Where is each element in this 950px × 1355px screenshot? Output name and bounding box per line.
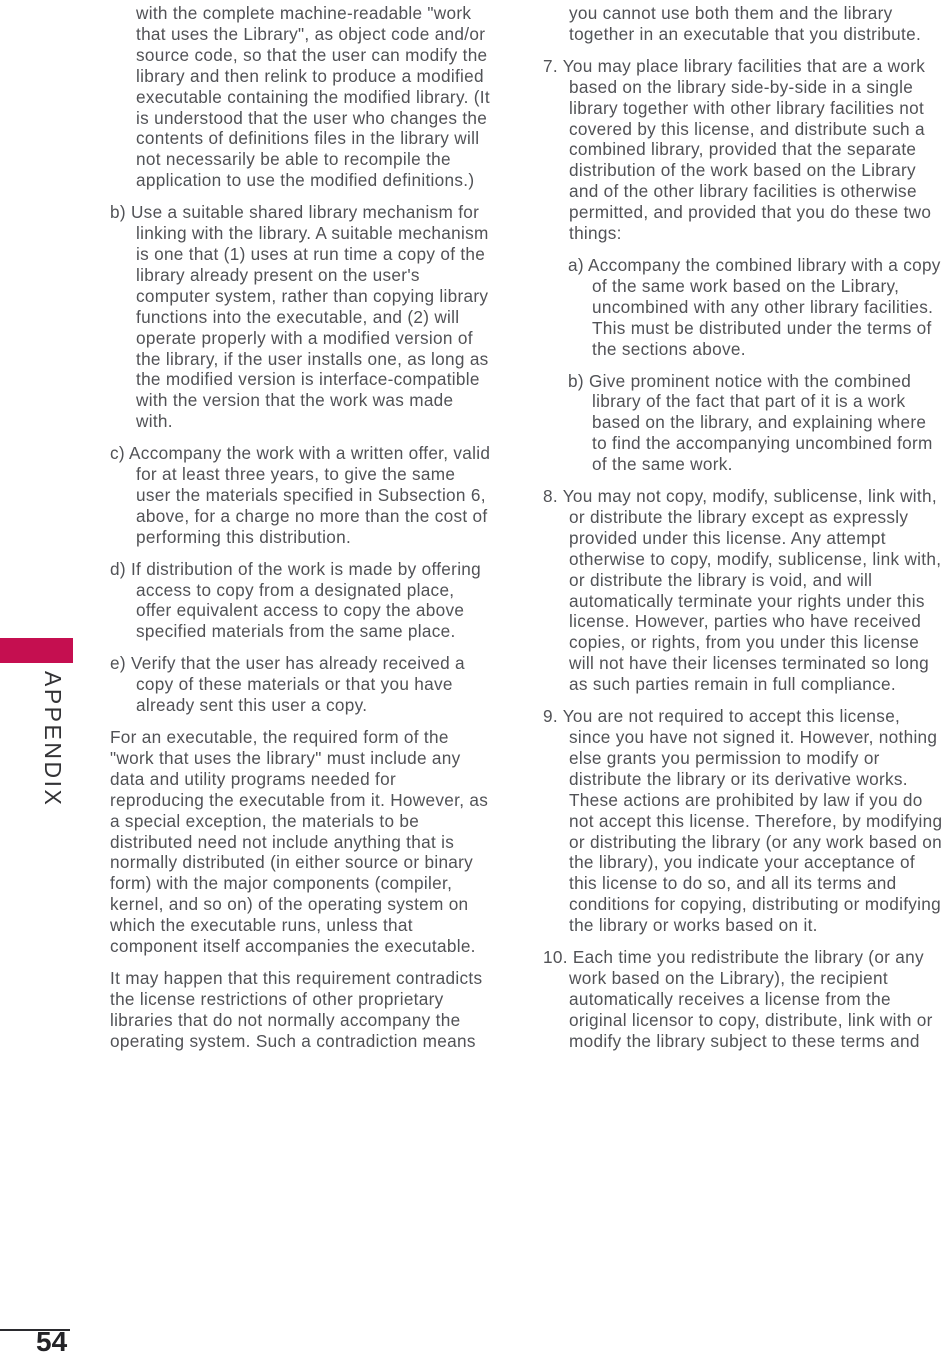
- list-item-label: 9.: [543, 706, 563, 727]
- list-item-label: 10.: [543, 947, 573, 968]
- license-column-left: [110, 3, 491, 1063]
- list-item-label: b): [110, 202, 131, 223]
- list-item-label: c): [110, 443, 130, 464]
- paragraph: you cannot use both them and the library together in an executable that you distribute.: [569, 3, 922, 44]
- list-item-label: a): [568, 254, 589, 275]
- list-item-label: 8.: [543, 486, 563, 507]
- appendix-accent-bar: [0, 638, 73, 663]
- list-item: b) Give prominent notice with the combined library of the fact that part of it is a work based on the library, and explaining where to find the accompanying uncombined form of the same work.: [568, 370, 933, 475]
- list-item-label: d): [110, 558, 131, 579]
- list-item: e) Verify that the user has already received a copy of these materials or that you have already sent this user a copy.: [110, 653, 465, 716]
- list-item: b) Use a suitable shared library mechanism for linking with the library. A suitable mechanism is one that (1) uses at run time a copy of the library already present on the user's computer system, rather than copying library functions into the executable, and (2) will operate properly with a modified version of the library, if the user installs one, as long as the modified version is interface-compatible with the version that the work was made with.: [110, 202, 489, 432]
- paragraph: with the complete machine-readable "work that uses the Library", as object code and/or source code, so that the user can modify the library and then relink to produce a modified executable containing the modified library. (It is understood that the user who changes the contents of definitions files in the library will not necessarily be able to recompile the application to use the modified definitions.): [136, 3, 490, 191]
- list-item: 8. You may not copy, modify, sublicense, link with, or distribute the library except as expressly provided under this license. Any attempt otherwise to copy, modify, sublicense, link with, or distribute the library is void, and will automatically terminate your rights under this license. However, parties who have received copies, or rights, from you under this license will not have their licenses terminated so long as such parties remain in full compliance.: [543, 486, 942, 695]
- list-item-label: e): [110, 653, 131, 674]
- list-item-label: 7.: [543, 55, 563, 76]
- list-item: 7. You may place library facilities that are a work based on the library side-by-side in a single library together with other library facilities not covered by this license, and distribute such a combined library, provided that the separate distribution of the work based on the Library and of the other library facilities is otherwise permitted, and provided that you do these two things:: [543, 55, 932, 244]
- paragraph: For an executable, the required form of the "work that uses the library" must include any data and utility programs needed for reproducing the executable from it. However, as a special exception, the materials to be distributed need not include anything that is normally distributed (in either source or binary form) with the major components (compiler, kernel, and so on) of the operating system on which the executable runs, unless that component itself accompanies the executable.: [110, 727, 489, 957]
- list-item: d) If distribution of the work is made by offering access to copy from a designated place, offer equivalent access to copy the above specified materials from the same place.: [110, 558, 482, 642]
- list-item: 9. You are not required to accept this license, since you have not signed it. However, nothing else grants you permission to modify or distribute the library or its derivative works. These actions are prohibited by law if you do not accept this license. Therefore, by modifying or distributing the library (or any work based on the library), you indicate your acceptance of this license to do so, and all its terms and conditions for copying, distributing or modifying the library or works based on it.: [543, 706, 943, 936]
- paragraph: It may happen that this requirement contradicts the license restrictions of other proprietary libraries that do not normally accompany the operating system. Such a contradiction means: [110, 967, 483, 1051]
- list-item: a) Accompany the combined library with a copy of the same work based on the Library, uncombined with any other library facilities. This must be distributed under the terms of the sections above.: [568, 254, 941, 359]
- list-item: c) Accompany the work with a written offer, valid for at least three years, to give the same user the materials specified in Subsection 6, above, for a charge no more than the cost of performing this distribution.: [110, 443, 491, 547]
- appendix-sidebar-label: APPENDIX: [40, 671, 66, 808]
- license-column-right: [543, 3, 946, 1063]
- list-item-label: b): [568, 370, 589, 391]
- page-number: 54: [36, 1326, 68, 1355]
- list-item: 10. Each time you redistribute the library (or any work based on the Library), the recipient automatically receives a license from the original licensor to copy, distribute, link with or modify the library subject to these terms and: [543, 947, 933, 1051]
